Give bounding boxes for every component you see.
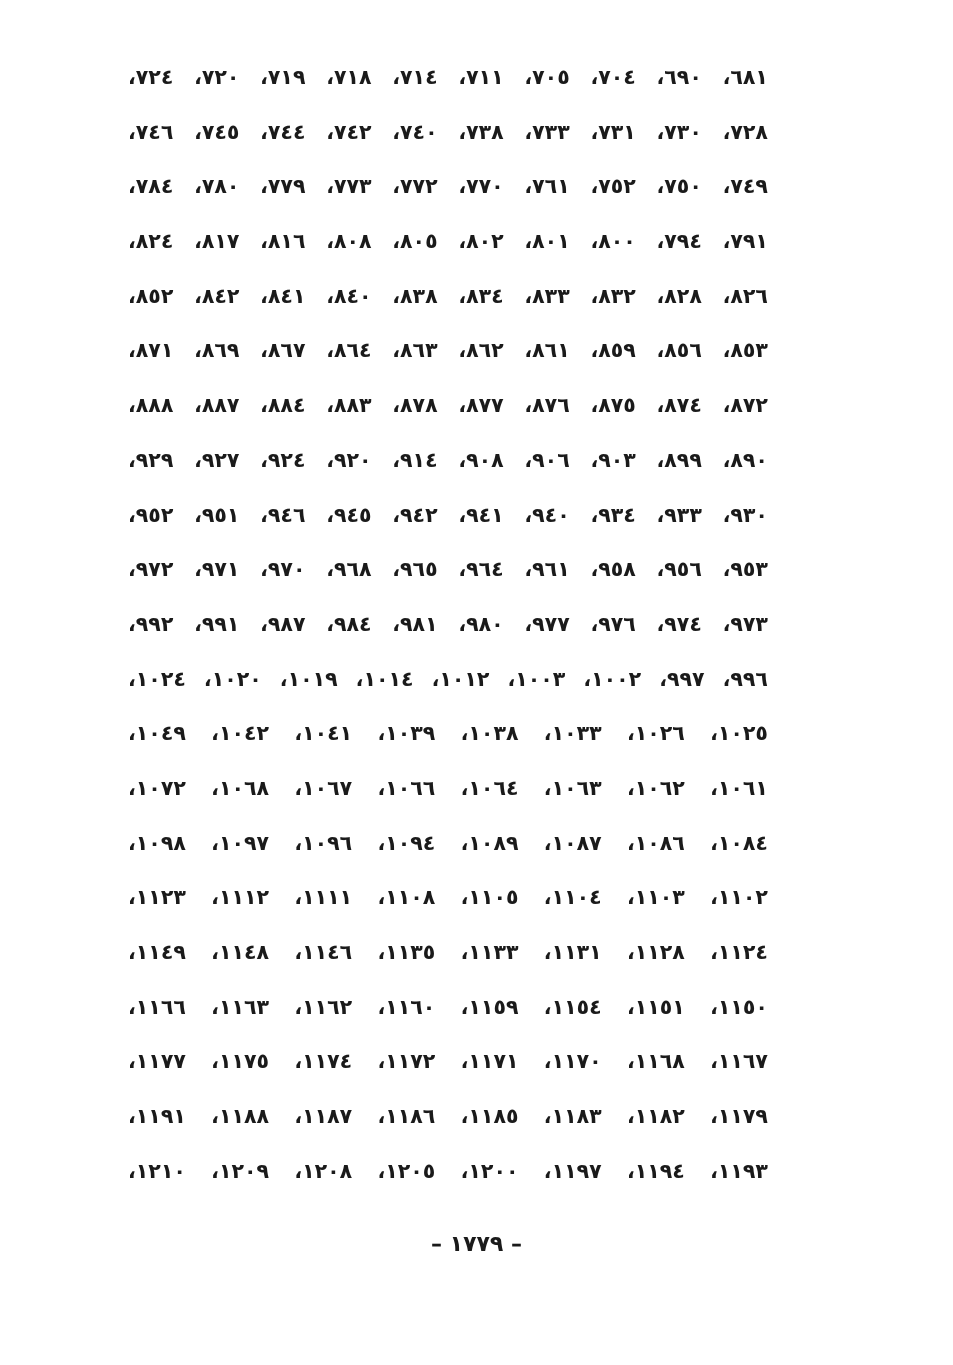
text-line-17: ١١٢٤، ١١٢٨، ١١٣١، ١١٣٣، ١١٣٥، ١١٤٦، ١١٤٨، ١١٤٩، xyxy=(128,940,768,964)
text-line-12: ٩٩٦، ٩٩٧، ١٠٠٢، ١٠٠٣، ١٠١٢، ١٠١٤، ١٠١٩، ١٠٢٠، ١٠٢٤، xyxy=(128,666,768,691)
text-line-4: ٧٩١، ٧٩٤، ٨٠٠، ٨٠١، ٨٠٢، ٨٠٥، ٨٠٨، ٨١٦، ٨١٧، ٨٢٤، xyxy=(128,229,768,254)
text-line-11: ٩٧٣، ٩٧٤، ٩٧٦، ٩٧٧، ٩٨٠، ٩٨١، ٩٨٤، ٩٨٧، ٩٩١، ٩٩٢، xyxy=(128,611,768,636)
text-line-1: ٦٨١، ٦٩٠، ٧٠٤، ٧٠٥، ٧١١، ٧١٤، ٧١٨، ٧١٩، ٧٢٠، ٧٢٤، xyxy=(128,65,768,89)
text-line-9: ٩٣٠، ٩٣٣، ٩٣٤، ٩٤٠، ٩٤١، ٩٤٢، ٩٤٥، ٩٤٦، ٩٥١، ٩٥٢، xyxy=(128,502,768,527)
text-line-2: ٧٢٨، ٧٣٠، ٧٣١، ٧٣٣، ٧٣٨، ٧٤٠، ٧٤٢، ٧٤٤، ٧٤٥، ٧٤٦، xyxy=(128,119,768,144)
page-number: – ١٧٧٩ – xyxy=(430,1232,523,1257)
number-list xyxy=(128,50,768,1198)
text-line-18: ١١٥٠، ١١٥١، ١١٥٤، ١١٥٩، ١١٦٠، ١١٦٢، ١١٦٣، ١١٦٦، xyxy=(128,994,768,1019)
text-line-14: ١٠٦١، ١٠٦٢، ١٠٦٣، ١٠٦٤، ١٠٦٦، ١٠٦٧، ١٠٦٨، ١٠٧٢، xyxy=(128,775,768,800)
text-line-16: ١١٠٢، ١١٠٣، ١١٠٤، ١١٠٥، ١١٠٨، ١١١١، ١١١٢، ١١٢٣، xyxy=(128,885,768,910)
text-line-20: ١١٧٩، ١١٨٢، ١١٨٣، ١١٨٥، ١١٨٦، ١١٨٧، ١١٨٨، ١١٩١، xyxy=(128,1104,768,1129)
text-line-10: ٩٥٣، ٩٥٦، ٩٥٨، ٩٦١، ٩٦٤، ٩٦٥، ٩٦٨، ٩٧٠، ٩٧١، ٩٧٢، xyxy=(128,557,768,582)
text-line-13: ١٠٢٥، ١٠٢٦، ١٠٣٣، ١٠٣٨، ١٠٣٩، ١٠٤١، ١٠٤٢، ١٠٤٩، xyxy=(128,721,768,746)
text-line-5: ٨٢٦، ٨٢٨، ٨٣٢، ٨٣٣، ٨٣٤، ٨٣٨، ٨٤٠، ٨٤١، ٨٤٢، ٨٥٢، xyxy=(128,283,768,308)
text-line-7: ٨٧٢، ٨٧٤، ٨٧٥، ٨٧٦، ٨٧٧، ٨٧٨، ٨٨٣، ٨٨٤، ٨٨٧، ٨٨٨، xyxy=(128,393,768,418)
text-line-15: ١٠٨٤، ١٠٨٦، ١٠٨٧، ١٠٨٩، ١٠٩٤، ١٠٩٦، ١٠٩٧، ١٠٩٨، xyxy=(128,830,768,855)
text-line-8: ٨٩٠، ٨٩٩، ٩٠٣، ٩٠٦، ٩٠٨، ٩١٤، ٩٢٠، ٩٢٤، ٩٢٧، ٩٢٩، xyxy=(128,447,768,472)
text-line-19: ١١٦٧، ١١٦٨، ١١٧٠، ١١٧١، ١١٧٢، ١١٧٤، ١١٧٥، ١١٧٧، xyxy=(128,1049,768,1074)
text-line-6: ٨٥٣، ٨٥٦، ٨٥٩، ٨٦١، ٨٦٢، ٨٦٣، ٨٦٤، ٨٦٧، ٨٦٩، ٨٧١، xyxy=(128,338,768,363)
text-line-21: ١١٩٣، ١١٩٤، ١١٩٧، ١٢٠٠، ١٢٠٥، ١٢٠٨، ١٢٠٩، ١٢١٠، xyxy=(128,1158,768,1183)
text-line-3: ٧٤٩، ٧٥٠، ٧٥٢، ٧٦١، ٧٧٠، ٧٧٢، ٧٧٣، ٧٧٩، ٧٨٠، ٧٨٤، xyxy=(128,174,768,199)
